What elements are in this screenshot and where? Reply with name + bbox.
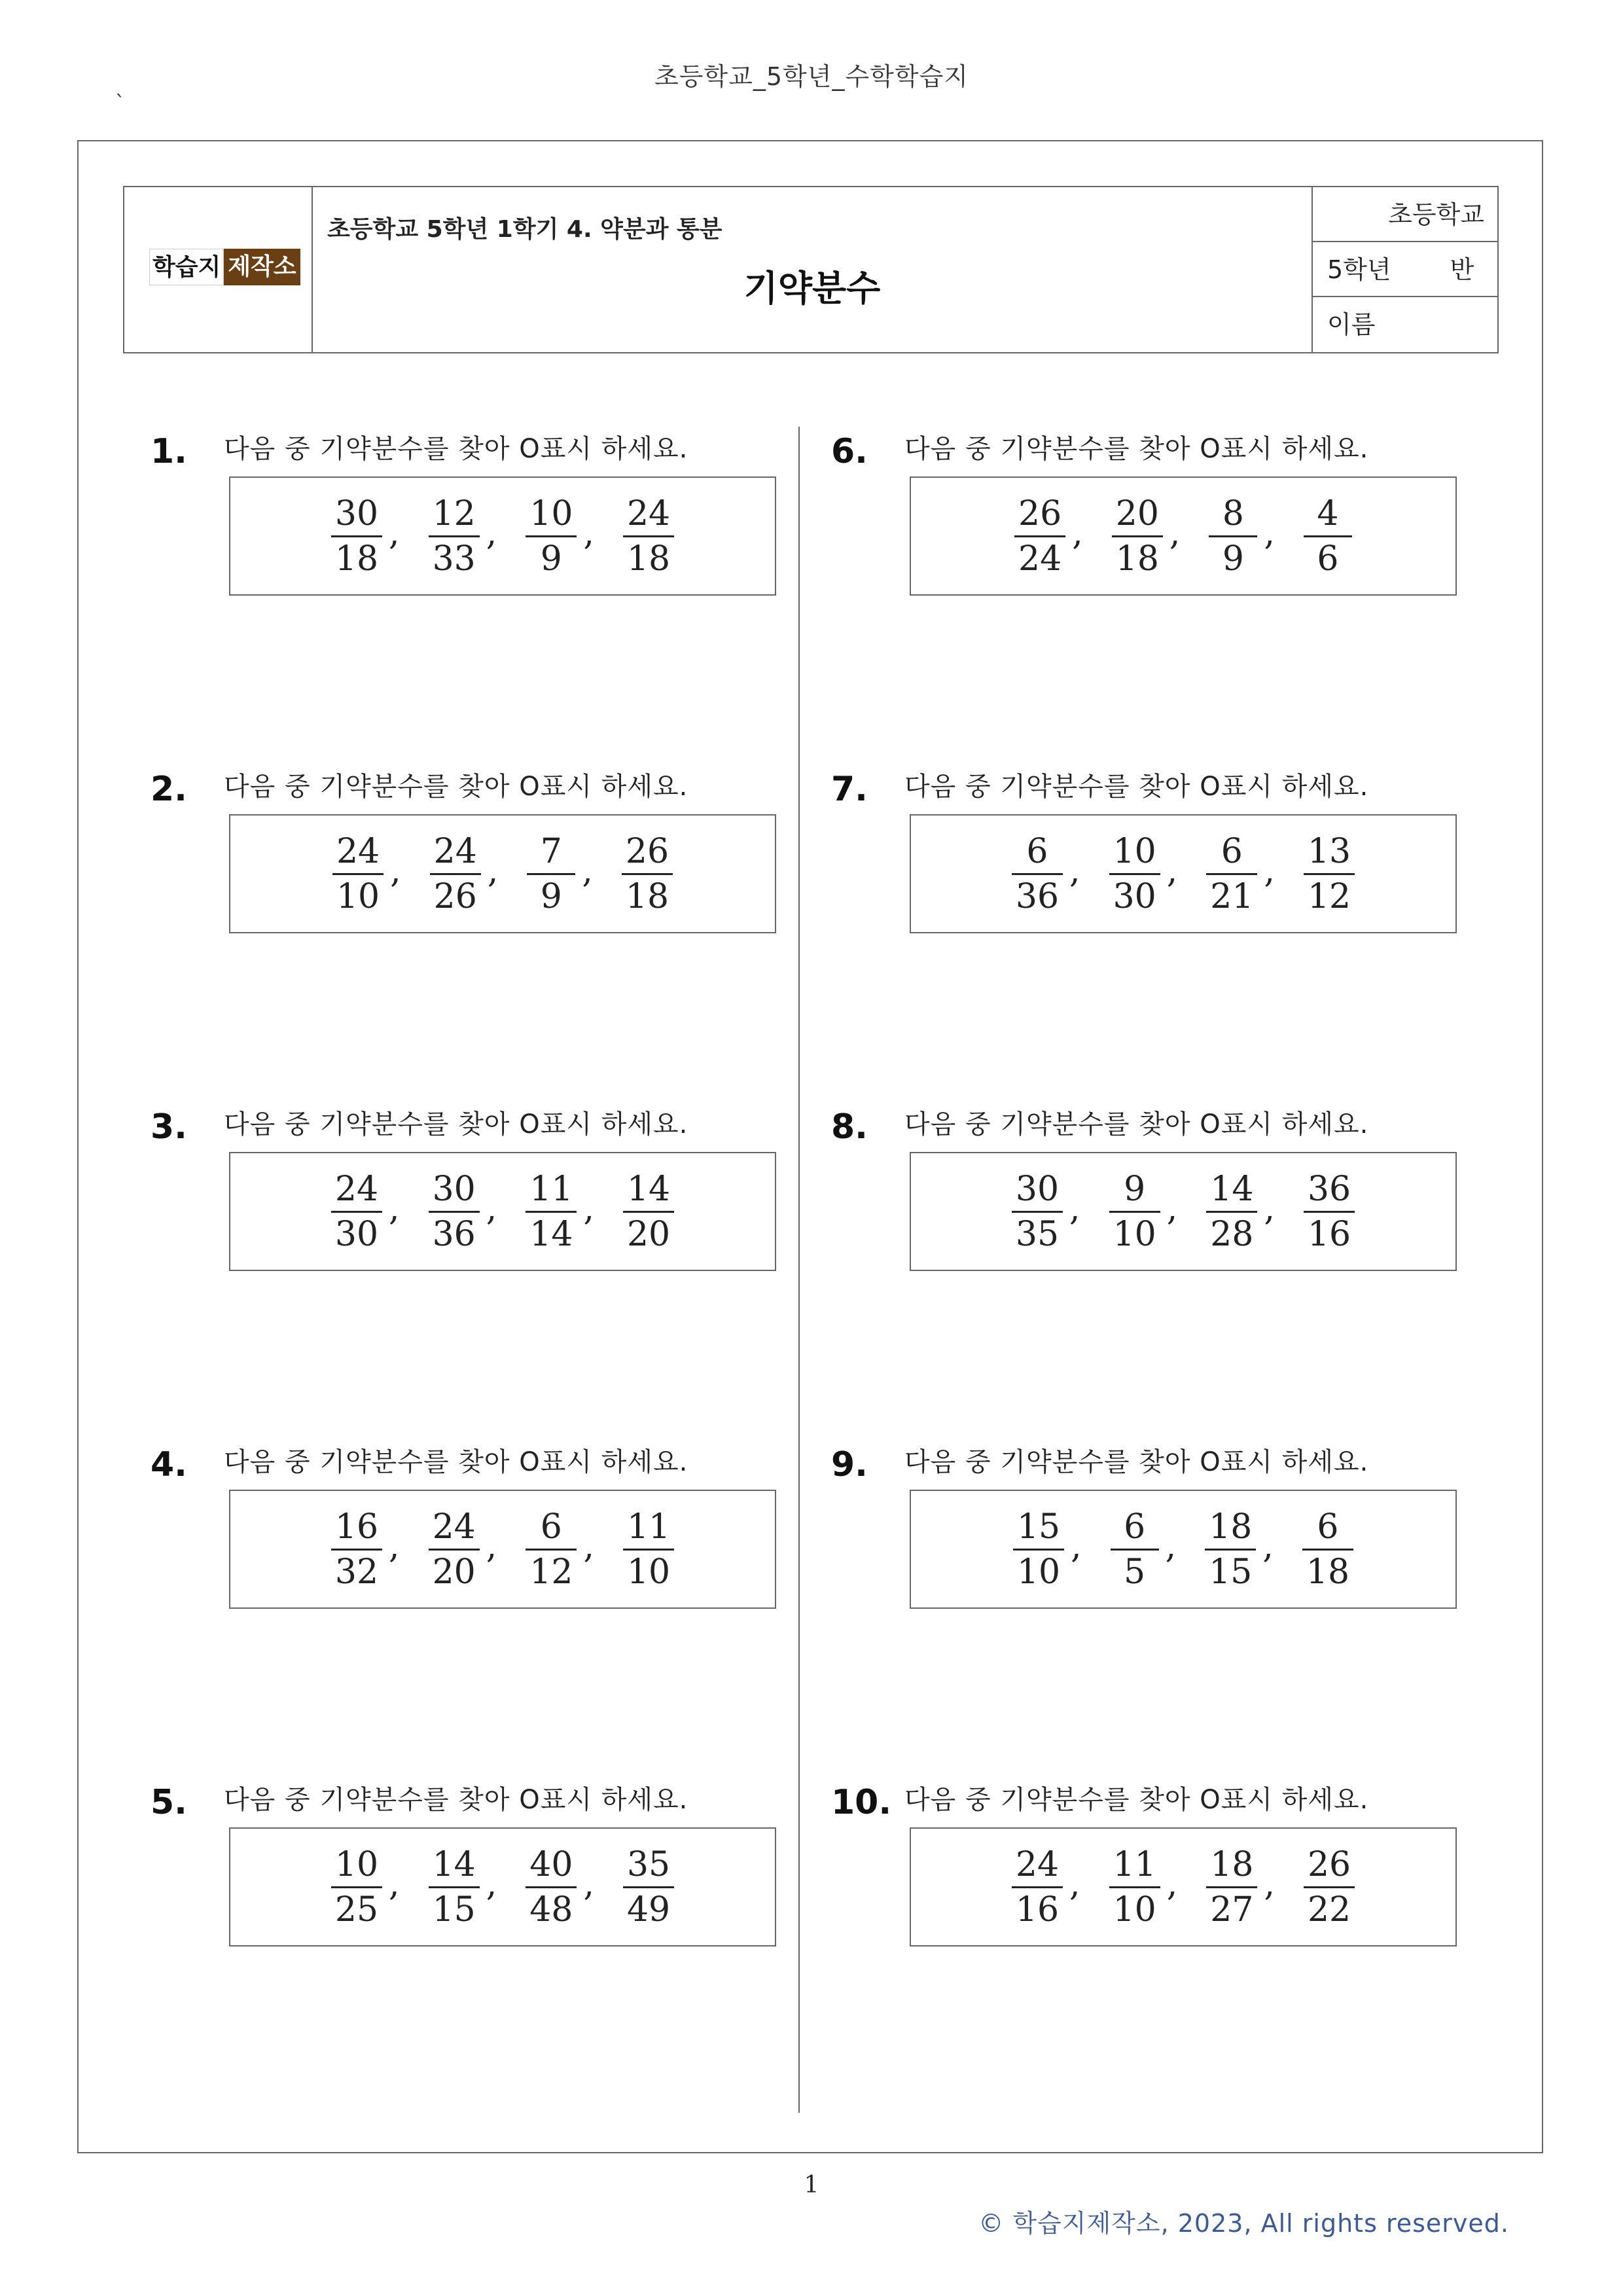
fraction-choice[interactable]: [1013, 1505, 1064, 1594]
fraction-denominator: 12: [1307, 876, 1351, 916]
problem-prompt: 다음 중 기약분수를 찾아 O표시 하세요.: [224, 434, 688, 464]
fraction-choice[interactable]: [623, 1843, 674, 1931]
separator-comma: ,: [1166, 1865, 1178, 1904]
fraction-choice[interactable]: [623, 1505, 674, 1594]
fraction-numerator: 24: [432, 1507, 476, 1547]
problem-prompt: 다음 중 기약분수를 찾아 O표시 하세요.: [904, 1447, 1369, 1477]
fraction-denominator: 5: [1124, 1552, 1146, 1592]
problem-prompt: 다음 중 기약분수를 찾아 O표시 하세요.: [904, 772, 1369, 802]
problem-number: 10.: [831, 1783, 892, 1822]
fraction-choice[interactable]: [526, 1168, 577, 1256]
separator-comma: ,: [1165, 1527, 1177, 1566]
fraction-numerator: 30: [334, 493, 379, 533]
fraction-denominator: 30: [1113, 876, 1156, 916]
fraction-denominator: 32: [334, 1552, 379, 1592]
name-row[interactable]: [1313, 297, 1497, 352]
page-number: 1: [804, 2172, 819, 2198]
class-label: 반: [1450, 255, 1474, 284]
name-label: 이름: [1327, 310, 1376, 339]
fraction-box: [229, 1152, 776, 1271]
fraction-box: [910, 814, 1457, 933]
fraction-numerator: 18: [1210, 1844, 1254, 1884]
student-info-cell: [1313, 187, 1497, 352]
problem-number: 8.: [831, 1107, 868, 1147]
fraction-choice[interactable]: [1111, 1505, 1159, 1594]
fraction-numerator: 14: [432, 1844, 476, 1884]
fraction-numerator: 26: [1307, 1844, 1351, 1884]
fraction-denominator: 10: [626, 1552, 671, 1592]
logo: [149, 249, 300, 285]
fraction-numerator: 20: [1115, 493, 1159, 533]
problem: [831, 1441, 1486, 1638]
problem-prompt: 다음 중 기약분수를 찾아 O표시 하세요.: [224, 772, 688, 802]
copyright-notice: © 학습지제작소, 2023, All rights reserved.: [978, 2209, 1509, 2238]
fraction-numerator: 4: [1317, 493, 1339, 533]
fraction-numerator: 12: [432, 493, 476, 533]
fraction-choice[interactable]: [623, 1168, 674, 1256]
separator-comma: ,: [1069, 852, 1080, 891]
fraction-numerator: 6: [1124, 1507, 1146, 1547]
fraction-denominator: 15: [1209, 1552, 1253, 1592]
problem-number: 5.: [151, 1783, 187, 1822]
fraction-choice[interactable]: [526, 1843, 577, 1931]
separator-comma: ,: [389, 1527, 400, 1566]
separator-comma: ,: [389, 514, 400, 553]
separator-comma: ,: [1166, 852, 1178, 891]
separator-comma: ,: [1264, 1189, 1275, 1229]
fraction-numerator: 26: [625, 831, 669, 871]
fraction-denominator: 25: [334, 1890, 379, 1929]
fraction-choice[interactable]: [332, 830, 383, 918]
fraction-numerator: 11: [626, 1507, 671, 1547]
fraction-denominator: 9: [540, 539, 562, 579]
worksheet-subtitle: 초등학교 5학년 1학기 4. 약분과 통분: [327, 216, 722, 243]
separator-comma: ,: [582, 852, 593, 891]
fraction-numerator: 24: [626, 493, 671, 533]
fraction-choice[interactable]: [331, 1168, 382, 1256]
fraction-box: [229, 476, 776, 596]
fraction-numerator: 10: [334, 1844, 379, 1884]
fraction-denominator: 21: [1210, 876, 1254, 916]
separator-comma: ,: [1264, 852, 1275, 891]
fraction-choice[interactable]: [1206, 1168, 1257, 1256]
fraction-numerator: 30: [432, 1169, 476, 1209]
fraction-denominator: 6: [1317, 539, 1339, 579]
problem-prompt: 다음 중 기약분수를 찾아 O표시 하세요.: [904, 434, 1369, 464]
tick-mark: `: [115, 92, 125, 115]
fraction-choice[interactable]: [331, 1843, 382, 1931]
problem-prompt: 다음 중 기약분수를 찾아 O표시 하세요.: [904, 1109, 1369, 1139]
fraction-denominator: 49: [626, 1890, 671, 1929]
fraction-choice[interactable]: [331, 492, 382, 581]
separator-comma: ,: [1071, 1527, 1082, 1566]
separator-comma: ,: [583, 1527, 594, 1566]
fraction-choice[interactable]: [429, 1843, 480, 1931]
fraction-denominator: 10: [1113, 1214, 1156, 1254]
fraction-choice[interactable]: [623, 492, 674, 581]
problem-prompt: 다음 중 기약분수를 찾아 O표시 하세요.: [224, 1785, 688, 1815]
fraction-denominator: 24: [1018, 539, 1062, 579]
fraction-choice[interactable]: [1109, 1843, 1160, 1931]
fraction-denominator: 9: [540, 876, 562, 916]
separator-comma: ,: [1069, 1865, 1080, 1904]
fraction-numerator: 24: [334, 1169, 379, 1209]
title-cell: [313, 187, 1313, 352]
fraction-numerator: 16: [334, 1507, 379, 1547]
separator-comma: ,: [1264, 1865, 1275, 1904]
logo-cell: [124, 187, 313, 352]
fraction-choice[interactable]: [1112, 492, 1163, 581]
fraction-choice[interactable]: [429, 492, 480, 581]
problem-number: 7.: [831, 770, 868, 809]
fraction-choice[interactable]: [622, 830, 673, 918]
problem-number: 9.: [831, 1445, 868, 1484]
problem: [151, 428, 805, 624]
separator-comma: ,: [1169, 514, 1181, 553]
problem: [831, 1103, 1486, 1300]
problem: [151, 766, 805, 962]
fraction-denominator: 18: [334, 539, 379, 579]
problem: [151, 1103, 805, 1300]
fraction-numerator: 6: [1317, 1507, 1339, 1547]
fraction-choice[interactable]: [1014, 492, 1065, 581]
fraction-numerator: 13: [1307, 831, 1351, 871]
problem-number: 2.: [151, 770, 187, 809]
fraction-numerator: 24: [1015, 1844, 1060, 1884]
school-label: 초등학교: [1388, 200, 1484, 229]
fraction-box: [910, 1152, 1457, 1271]
fraction-numerator: 24: [336, 831, 380, 871]
fraction-numerator: 10: [1113, 831, 1156, 871]
separator-comma: ,: [487, 852, 499, 891]
separator-comma: ,: [389, 1865, 400, 1904]
fraction-numerator: 6: [1221, 831, 1243, 871]
problem-prompt: 다음 중 기약분수를 찾아 O표시 하세요.: [224, 1447, 688, 1477]
fraction-choice[interactable]: [1109, 830, 1160, 918]
fraction-denominator: 48: [529, 1890, 573, 1929]
fraction-denominator: 28: [1210, 1214, 1254, 1254]
fraction-numerator: 14: [626, 1169, 671, 1209]
fraction-numerator: 35: [626, 1844, 671, 1884]
separator-comma: ,: [583, 1189, 594, 1229]
fraction-choice[interactable]: [1109, 1168, 1160, 1256]
fraction-denominator: 20: [626, 1214, 671, 1254]
separator-comma: ,: [486, 514, 497, 553]
fraction-denominator: 12: [529, 1552, 573, 1592]
fraction-numerator: 9: [1124, 1169, 1146, 1209]
logo-part2: 제작소: [224, 249, 300, 285]
separator-comma: ,: [583, 1865, 594, 1904]
problem: [831, 1779, 1486, 1975]
fraction-choice[interactable]: [1304, 830, 1355, 918]
problem-prompt: 다음 중 기약분수를 찾아 O표시 하세요.: [224, 1109, 688, 1139]
fraction-choice[interactable]: [527, 830, 575, 918]
fraction-numerator: 11: [529, 1169, 573, 1209]
problem-number: 3.: [151, 1107, 187, 1147]
fraction-numerator: 26: [1018, 493, 1062, 533]
problem-number: 1.: [151, 432, 187, 471]
fraction-denominator: 18: [1115, 539, 1159, 579]
fraction-numerator: 6: [1026, 831, 1048, 871]
fraction-numerator: 11: [1113, 1844, 1156, 1884]
fraction-numerator: 30: [1015, 1169, 1060, 1209]
fraction-denominator: 10: [1113, 1890, 1156, 1929]
separator-comma: ,: [1069, 1189, 1080, 1229]
fraction-denominator: 27: [1210, 1890, 1254, 1929]
fraction-choice[interactable]: [1304, 1168, 1355, 1256]
problem-number: 4.: [151, 1445, 187, 1484]
fraction-denominator: 15: [432, 1890, 476, 1929]
fraction-box: [910, 476, 1457, 596]
problem-number: 6.: [831, 432, 868, 471]
problem: [831, 428, 1486, 624]
fraction-denominator: 18: [1306, 1552, 1350, 1592]
fraction-numerator: 24: [433, 831, 477, 871]
fraction-choice[interactable]: [1209, 492, 1257, 581]
fraction-denominator: 9: [1222, 539, 1244, 579]
fraction-box: [910, 1490, 1457, 1609]
fraction-numerator: 14: [1210, 1169, 1254, 1209]
fraction-denominator: 36: [1015, 876, 1060, 916]
fraction-denominator: 18: [625, 876, 669, 916]
fraction-choice[interactable]: [1304, 1843, 1355, 1931]
fraction-denominator: 22: [1307, 1890, 1351, 1929]
fraction-numerator: 18: [1209, 1507, 1253, 1547]
fraction-choice[interactable]: [1205, 1505, 1256, 1594]
separator-comma: ,: [583, 514, 594, 553]
fraction-numerator: 7: [540, 831, 562, 871]
fraction-box: [229, 1490, 776, 1609]
fraction-choice[interactable]: [429, 1505, 480, 1594]
page-header: 초등학교_5학년_수학학습지: [654, 62, 969, 91]
school-row: [1313, 187, 1497, 242]
fraction-denominator: 14: [529, 1214, 573, 1254]
fraction-denominator: 10: [336, 876, 380, 916]
fraction-choice[interactable]: [430, 830, 481, 918]
fraction-choice[interactable]: [1304, 492, 1352, 581]
fraction-denominator: 26: [433, 876, 477, 916]
fraction-denominator: 10: [1016, 1552, 1061, 1592]
fraction-choice[interactable]: [1012, 830, 1063, 918]
separator-comma: ,: [1262, 1527, 1274, 1566]
problem: [831, 766, 1486, 962]
fraction-denominator: 20: [432, 1552, 476, 1592]
problem: [151, 1779, 805, 1975]
fraction-box: [910, 1827, 1457, 1946]
separator-comma: ,: [486, 1527, 497, 1566]
separator-comma: ,: [390, 852, 401, 891]
logo-part1: 학습지: [149, 249, 224, 285]
problem-prompt: 다음 중 기약분수를 찾아 O표시 하세요.: [904, 1785, 1369, 1815]
fraction-choice[interactable]: [429, 1168, 480, 1256]
fraction-numerator: 40: [529, 1844, 573, 1884]
grade-row[interactable]: [1313, 242, 1497, 297]
fraction-denominator: 16: [1307, 1214, 1351, 1254]
separator-comma: ,: [486, 1189, 497, 1229]
fraction-choice[interactable]: [331, 1505, 382, 1594]
separator-comma: ,: [1072, 514, 1083, 553]
fraction-choice[interactable]: [1206, 1843, 1257, 1931]
fraction-numerator: 8: [1222, 493, 1244, 533]
fraction-denominator: 16: [1015, 1890, 1060, 1929]
fraction-numerator: 6: [540, 1507, 562, 1547]
separator-comma: ,: [1264, 514, 1275, 553]
fraction-choice[interactable]: [1206, 830, 1257, 918]
fraction-numerator: 10: [529, 493, 573, 533]
worksheet-title: 기약분수: [743, 268, 881, 309]
fraction-box: [229, 814, 776, 933]
problem: [151, 1441, 805, 1638]
fraction-numerator: 15: [1016, 1507, 1061, 1547]
fraction-numerator: 36: [1307, 1169, 1351, 1209]
fraction-choice[interactable]: [1012, 1168, 1063, 1256]
fraction-box: [229, 1827, 776, 1946]
separator-comma: ,: [1166, 1189, 1178, 1229]
fraction-choice[interactable]: [526, 1505, 577, 1594]
grade-label: 5학년: [1327, 255, 1391, 284]
fraction-denominator: 18: [626, 539, 671, 579]
fraction-denominator: 33: [432, 539, 476, 579]
info-table: [123, 186, 1499, 353]
separator-comma: ,: [486, 1865, 497, 1904]
fraction-denominator: 35: [1015, 1214, 1060, 1254]
fraction-choice[interactable]: [1302, 1505, 1353, 1594]
fraction-denominator: 36: [432, 1214, 476, 1254]
fraction-denominator: 30: [334, 1214, 379, 1254]
fraction-choice[interactable]: [526, 492, 577, 581]
fraction-choice[interactable]: [1012, 1843, 1063, 1931]
separator-comma: ,: [389, 1189, 400, 1229]
